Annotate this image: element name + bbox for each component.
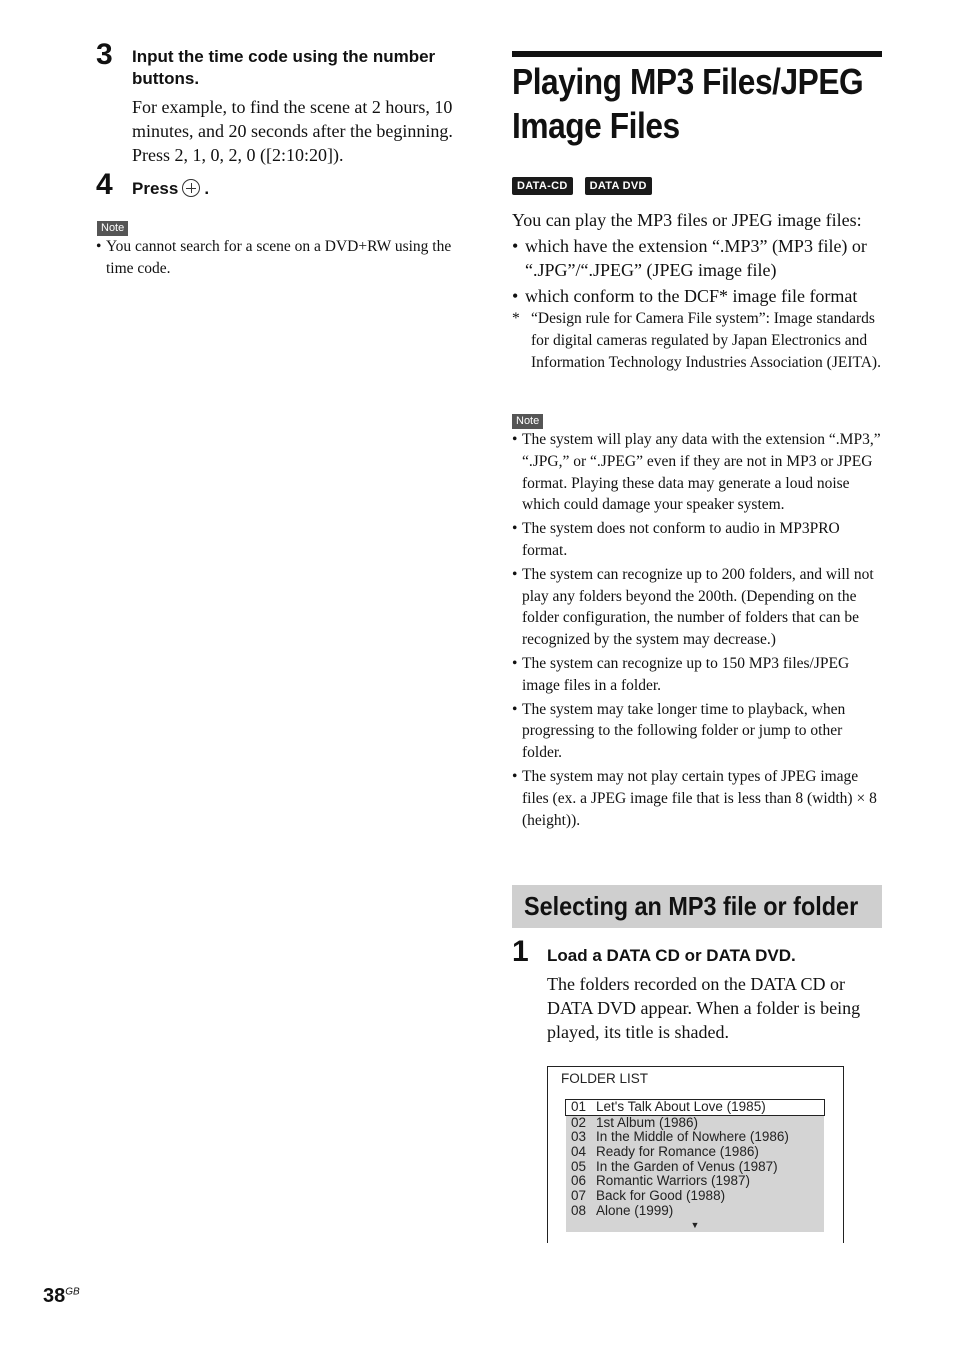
step-3-heading: Input the time code using the number buttons.	[132, 47, 436, 88]
page-region-suffix: GB	[65, 1286, 80, 1298]
step-4-label: Press	[132, 179, 179, 198]
folder-row[interactable]: 06 Romantic Warriors (1987)	[571, 1173, 751, 1189]
left-note	[97, 218, 128, 236]
note-badge: Note	[97, 221, 128, 236]
folder-list-screen	[547, 1066, 844, 1243]
folder-row[interactable]: 08 Alone (1999)	[571, 1202, 674, 1218]
list-item: • The system can recognize up to 150 MP3 files/JPEG image files in a folder.	[512, 654, 850, 694]
folder-list	[566, 1099, 824, 1232]
intro-text: You can play the MP3 files or JPEG image files:	[512, 210, 862, 230]
section-heading: Selecting an MP3 file or folder	[512, 885, 882, 928]
folder-row[interactable]: 01 Let's Talk About Love (1985)	[565, 1099, 825, 1116]
step-3-body: For example, to find the scene at 2 hours, 10 minutes, and 20 seconds after the beginning. Press 2, 1, 0, 2, 0 ([2:10:20]).	[132, 97, 453, 165]
list-item: • which have the extension “.MP3” (MP3 file) or “.JPG”/“.JPEG” (JPEG image file)	[512, 236, 867, 280]
data-dvd-badge: DATA DVD	[585, 177, 652, 195]
footnote-mark: *	[512, 310, 520, 327]
footnote-text: “Design rule for Camera File system”: Image standards for digital cameras regulated by Japan Electronics and Information Technology Industries Association (JEITA).	[531, 310, 881, 371]
list-item: • The system does not conform to audio in MP3PRO format.	[512, 520, 840, 559]
step-3-number: 3	[96, 38, 113, 71]
footnote	[512, 308, 884, 373]
step-4-period: .	[204, 179, 210, 198]
step-4-heading	[132, 178, 209, 200]
list-item: • The system may take longer time to playback, when progressing to the following folder or jump to other folder.	[512, 700, 846, 762]
list-item: • The system may not play certain types of JPEG image files (ex. a JPEG image file that is less than 8 (width) × 8 (height)).	[512, 767, 877, 829]
intro-bullets	[512, 234, 892, 308]
data-cd-badge: DATA-CD	[512, 177, 573, 195]
right-note-list	[512, 429, 882, 831]
folder-list-title: FOLDER LIST	[561, 1071, 649, 1086]
page-title: Playing MP3 Files/JPEG Image Files	[512, 61, 864, 146]
page-number: $38^{GB}$	[43, 1285, 80, 1307]
step-1-body: The folders recorded on the DATA CD or DATA DVD appear. When a folder is being played, its title is shaded.	[547, 974, 861, 1042]
folder-row[interactable]: 07 Back for Good (1988)	[571, 1188, 726, 1204]
folder-row[interactable]: 02 1st Album (1986)	[571, 1114, 699, 1130]
title-rule	[512, 51, 882, 57]
scroll-down-icon[interactable]: ▼	[690, 1219, 700, 1230]
enter-button-icon	[182, 179, 200, 197]
step-1-number: 1	[512, 935, 529, 968]
step-4-number: 4	[96, 168, 113, 201]
folder-row[interactable]: 05 In the Garden of Venus (1987)	[571, 1158, 778, 1174]
list-item: • The system will play any data with the extension “.MP3,” “.JPG,” or “.JPEG” even if they are not in MP3 or JPEG format. Playing these data may generate a loud noise which could damage your speaker system.	[512, 431, 881, 514]
note-badge: Note	[512, 414, 543, 429]
disc-badges	[512, 177, 652, 195]
folder-row[interactable]: 04 Ready for Romance (1986)	[571, 1144, 759, 1160]
folder-row[interactable]: 03 In the Middle of Nowhere (1986)	[571, 1129, 789, 1145]
list-item: • which conform to the DCF* image file format	[512, 286, 858, 306]
list-item: • You cannot search for a scene on a DVD+RW using the time code.	[96, 238, 452, 277]
right-note	[512, 411, 543, 429]
step-1-heading: Load a DATA CD or DATA DVD.	[547, 946, 796, 965]
list-item: • The system can recognize up to 200 folders, and will not play any folders beyond the 200th. (Depending on the folder configuration, the number of folders that can be recognized by the system may decrease.)	[512, 565, 874, 649]
left-note-list	[96, 236, 472, 280]
